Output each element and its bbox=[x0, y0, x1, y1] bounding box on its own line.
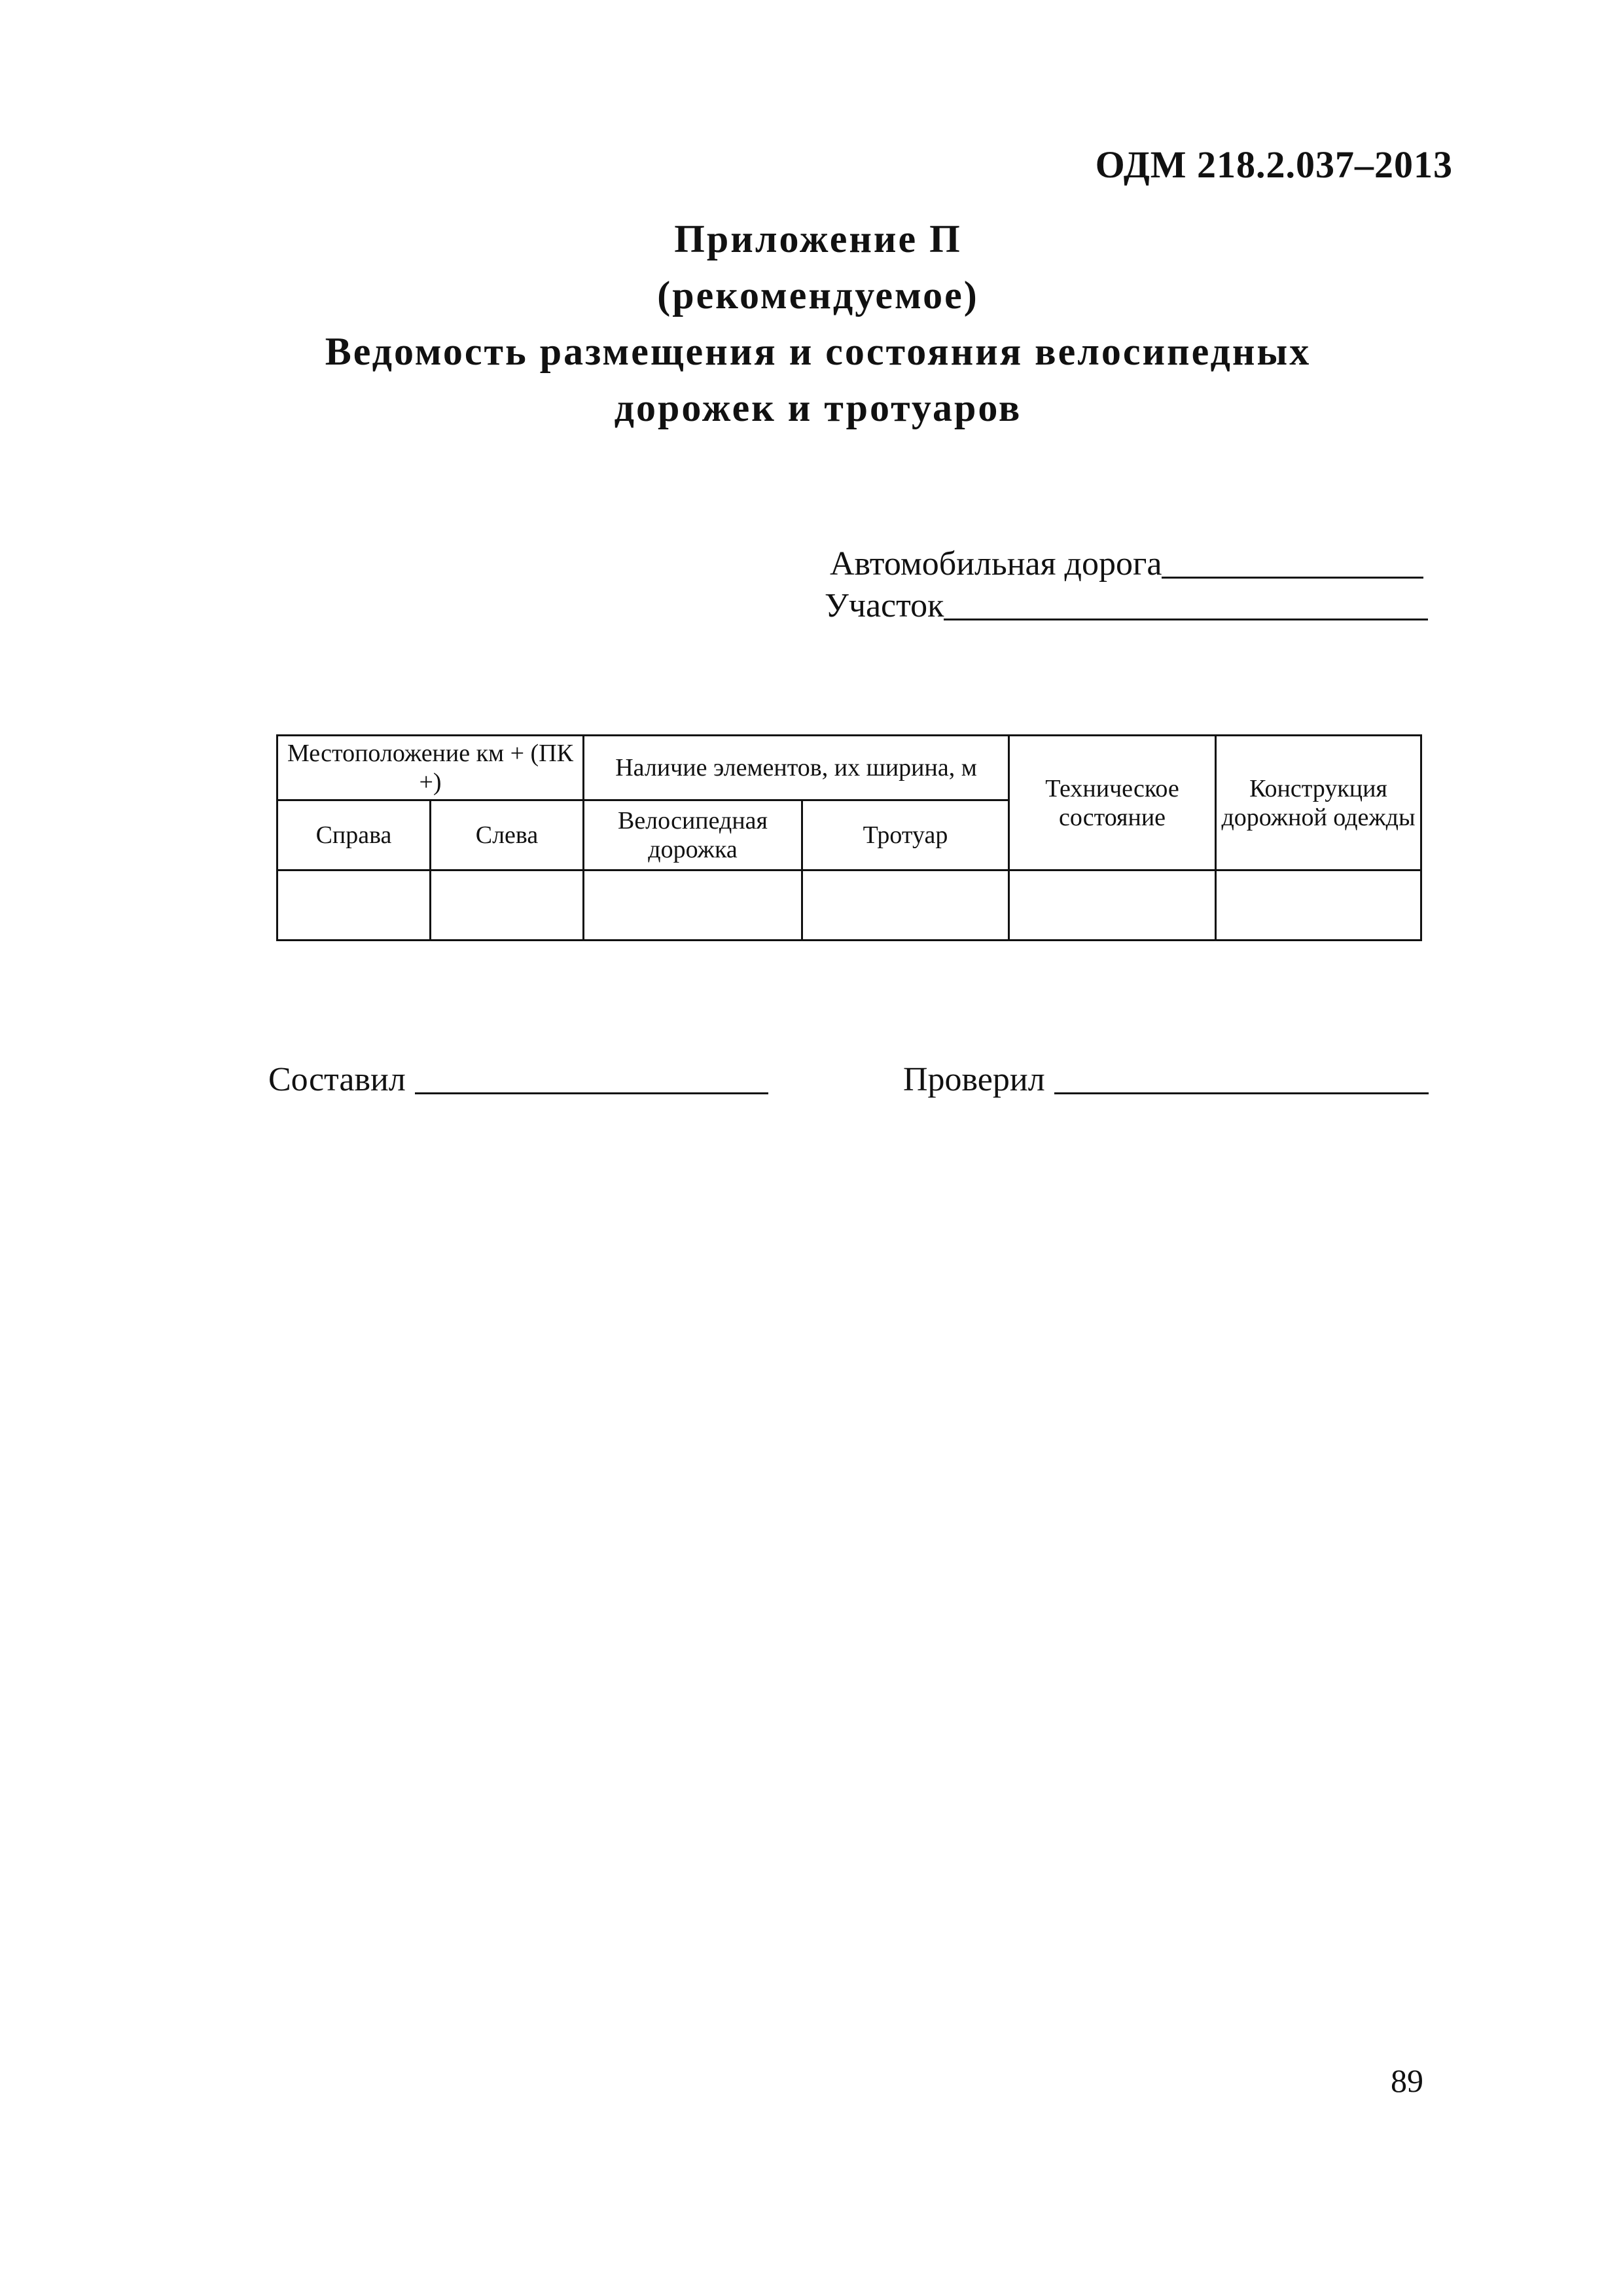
document-heading bbox=[196, 211, 1440, 436]
section-blank-line[interactable] bbox=[944, 619, 1428, 620]
form-title-line1: Ведомость размещения и состояния велосипедных bbox=[325, 330, 1311, 373]
section-label: Участок bbox=[825, 587, 944, 624]
road-label: Автомобильная дорога bbox=[830, 545, 1162, 583]
header-pavement-construction: Конструкция дорожной одежды bbox=[1216, 736, 1421, 870]
section-field bbox=[825, 586, 1428, 625]
table-row bbox=[277, 870, 1421, 941]
subheader-right: Справа bbox=[277, 800, 431, 870]
compiled-by-field bbox=[268, 1060, 768, 1099]
table-cell[interactable] bbox=[802, 870, 1009, 941]
header-elements: Наличие элементов, их ширина, м bbox=[584, 736, 1009, 800]
table-cell[interactable] bbox=[277, 870, 431, 941]
table-header-row bbox=[277, 736, 1421, 800]
table-cell[interactable] bbox=[584, 870, 802, 941]
appendix-note: (рекомендуемое) bbox=[657, 274, 979, 317]
checked-by-label: Проверил bbox=[903, 1061, 1045, 1098]
table-cell[interactable] bbox=[1216, 870, 1421, 941]
checked-by-blank-line[interactable] bbox=[1054, 1092, 1429, 1094]
table-cell[interactable] bbox=[431, 870, 584, 941]
road-blank-line[interactable] bbox=[1162, 577, 1423, 579]
subheader-sidewalk: Тротуар bbox=[802, 800, 1009, 870]
ledger-table bbox=[276, 734, 1422, 941]
header-technical-state: Техническое состояние bbox=[1009, 736, 1216, 870]
appendix-title: Приложение П bbox=[674, 217, 962, 260]
subheader-bikepath: Велосипедная дорожка bbox=[584, 800, 802, 870]
subheader-left: Слева bbox=[431, 800, 584, 870]
form-title-line2: дорожек и тротуаров bbox=[614, 386, 1022, 429]
compiled-by-blank-line[interactable] bbox=[415, 1092, 768, 1094]
checked-by-field bbox=[903, 1060, 1429, 1099]
header-location: Местоположение км + (ПК +) bbox=[277, 736, 584, 800]
table-cell[interactable] bbox=[1009, 870, 1216, 941]
document-code: ОДМ 218.2.037–2013 bbox=[1095, 143, 1453, 186]
compiled-by-label: Составил bbox=[268, 1061, 406, 1098]
road-field bbox=[830, 545, 1423, 583]
page-number: 89 bbox=[1391, 2062, 1423, 2099]
